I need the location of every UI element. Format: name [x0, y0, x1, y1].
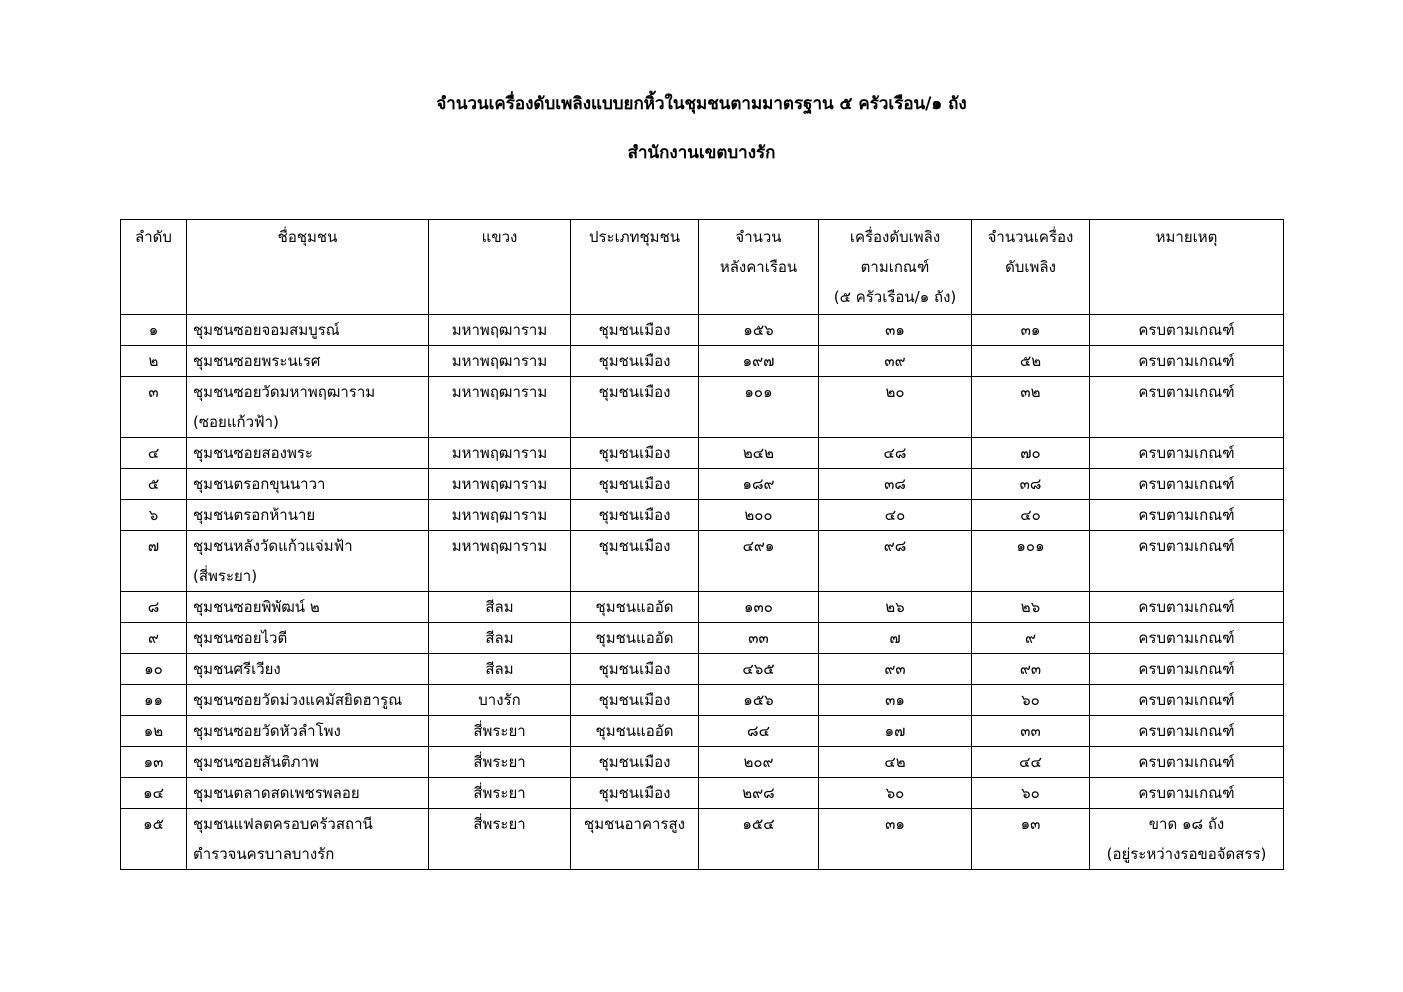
- cell-district: มหาพฤฒาราม: [429, 346, 571, 377]
- cell-no: ๔: [121, 438, 187, 469]
- cell-households: ๑๕๔: [699, 809, 819, 870]
- cell-extinguisher-count: ๙๓: [972, 654, 1090, 685]
- cell-extinguishers-criteria: ๓๙: [819, 346, 972, 377]
- cell-community-name: ชุมชนซอยพระนเรศ: [187, 346, 429, 377]
- cell-households: ๔๖๕: [699, 654, 819, 685]
- cell-households: ๘๔: [699, 716, 819, 747]
- cell-community-type: ชุมชนเมือง: [571, 469, 699, 500]
- header-remark: หมายเหตุ: [1090, 220, 1284, 315]
- table-row: [121, 315, 1284, 346]
- table-row: [121, 592, 1284, 623]
- cell-community-name: ชุมชนซอยวัดม่วงแคมัสยิดฮารูณ: [187, 685, 429, 716]
- header-community-type: ประเภทชุมชน: [571, 220, 699, 315]
- cell-community-type: ชุมชนแออัด: [571, 592, 699, 623]
- cell-households: ๑๓๐: [699, 592, 819, 623]
- cell-extinguishers-criteria: ๓๑: [819, 315, 972, 346]
- cell-remark: ครบตามเกณฑ์: [1090, 346, 1284, 377]
- cell-extinguisher-count: ๓๓: [972, 716, 1090, 747]
- cell-community-name: ชุมชนซอยพิพัฒน์ ๒: [187, 592, 429, 623]
- cell-households: ๑๙๗: [699, 346, 819, 377]
- cell-extinguisher-count: ๑๐๑: [972, 531, 1090, 592]
- cell-community-type: ชุมชนเมือง: [571, 778, 699, 809]
- table-row: [121, 778, 1284, 809]
- cell-households: ๒๙๘: [699, 778, 819, 809]
- header-extinguisher-count: จำนวนเครื่อง ดับเพลิง: [972, 220, 1090, 315]
- cell-district: มหาพฤฒาราม: [429, 315, 571, 346]
- cell-no: ๑๓: [121, 747, 187, 778]
- cell-households: ๒๔๒: [699, 438, 819, 469]
- cell-community-type: ชุมชนเมือง: [571, 346, 699, 377]
- header-district: แขวง: [429, 220, 571, 315]
- cell-remark: ครบตามเกณฑ์: [1090, 685, 1284, 716]
- cell-remark: ครบตามเกณฑ์: [1090, 438, 1284, 469]
- table-row: [121, 654, 1284, 685]
- cell-remark: ครบตามเกณฑ์: [1090, 623, 1284, 654]
- cell-extinguisher-count: ๙: [972, 623, 1090, 654]
- cell-households: ๔๙๑: [699, 531, 819, 592]
- cell-extinguisher-count: ๖๐: [972, 778, 1090, 809]
- cell-community-type: ชุมชนเมือง: [571, 531, 699, 592]
- cell-no: ๗: [121, 531, 187, 592]
- cell-community-name: ชุมชนซอยวัดมหาพฤฒาราม (ซอยแก้วฟ้า): [187, 377, 429, 438]
- cell-extinguishers-criteria: ๔๘: [819, 438, 972, 469]
- cell-no: ๕: [121, 469, 187, 500]
- cell-community-type: ชุมชนเมือง: [571, 500, 699, 531]
- cell-community-name: ชุมชนซอยวัดหัวลำโพง: [187, 716, 429, 747]
- cell-remark: ครบตามเกณฑ์: [1090, 716, 1284, 747]
- header-community-name: ชื่อชุมชน: [187, 220, 429, 315]
- table-row: [121, 809, 1284, 870]
- table-row: [121, 623, 1284, 654]
- cell-extinguisher-count: ๒๖: [972, 592, 1090, 623]
- cell-community-name: ชุมชนซอยจอมสมบูรณ์: [187, 315, 429, 346]
- cell-extinguishers-criteria: ๙๘: [819, 531, 972, 592]
- cell-extinguishers-criteria: ๓๑: [819, 809, 972, 870]
- table-header-row: [121, 220, 1284, 315]
- cell-community-name: ชุมชนซอยสันติภาพ: [187, 747, 429, 778]
- cell-extinguisher-count: ๓๑: [972, 315, 1090, 346]
- cell-extinguishers-criteria: ๔๒: [819, 747, 972, 778]
- cell-community-type: ชุมชนอาคารสูง: [571, 809, 699, 870]
- table-row: [121, 469, 1284, 500]
- cell-households: ๑๐๑: [699, 377, 819, 438]
- cell-district: สี่พระยา: [429, 809, 571, 870]
- cell-remark: ครบตามเกณฑ์: [1090, 377, 1284, 438]
- cell-extinguisher-count: ๓๒: [972, 377, 1090, 438]
- cell-households: ๑๘๙: [699, 469, 819, 500]
- cell-district: สีลม: [429, 592, 571, 623]
- table-row: [121, 747, 1284, 778]
- cell-district: สีลม: [429, 654, 571, 685]
- cell-remark: ครบตามเกณฑ์: [1090, 500, 1284, 531]
- cell-community-name: ชุมชนหลังวัดแก้วแจ่มฟ้า (สี่พระยา): [187, 531, 429, 592]
- cell-community-type: ชุมชนเมือง: [571, 377, 699, 438]
- cell-extinguisher-count: ๖๐: [972, 685, 1090, 716]
- fire-extinguisher-table: [120, 219, 1284, 870]
- cell-community-type: ชุมชนเมือง: [571, 315, 699, 346]
- cell-community-name: ชุมชนศรีเวียง: [187, 654, 429, 685]
- cell-extinguishers-criteria: ๓๘: [819, 469, 972, 500]
- cell-community-name: ชุมชนแฟลตครอบครัวสถานี ตำรวจนครบาลบางรัก: [187, 809, 429, 870]
- cell-extinguisher-count: ๕๒: [972, 346, 1090, 377]
- cell-district: มหาพฤฒาราม: [429, 531, 571, 592]
- cell-community-name: ชุมชนซอยไวตี: [187, 623, 429, 654]
- table-row: [121, 685, 1284, 716]
- table-body: [121, 315, 1284, 870]
- cell-no: ๒: [121, 346, 187, 377]
- cell-remark: ครบตามเกณฑ์: [1090, 747, 1284, 778]
- cell-community-type: ชุมชนเมือง: [571, 685, 699, 716]
- table-row: [121, 500, 1284, 531]
- cell-community-type: ชุมชนเมือง: [571, 438, 699, 469]
- cell-extinguisher-count: ๔๔: [972, 747, 1090, 778]
- cell-district: มหาพฤฒาราม: [429, 438, 571, 469]
- cell-extinguishers-criteria: ๑๗: [819, 716, 972, 747]
- cell-remark: ครบตามเกณฑ์: [1090, 469, 1284, 500]
- cell-community-name: ชุมชนซอยสองพระ: [187, 438, 429, 469]
- cell-district: บางรัก: [429, 685, 571, 716]
- cell-community-name: ชุมชนตลาดสดเพชรพลอย: [187, 778, 429, 809]
- cell-district: สีลม: [429, 623, 571, 654]
- cell-extinguishers-criteria: ๓๑: [819, 685, 972, 716]
- cell-remark: ครบตามเกณฑ์: [1090, 654, 1284, 685]
- cell-community-type: ชุมชนแออัด: [571, 623, 699, 654]
- cell-no: ๑๐: [121, 654, 187, 685]
- cell-district: มหาพฤฒาราม: [429, 500, 571, 531]
- cell-community-name: ชุมชนตรอกขุนนาวา: [187, 469, 429, 500]
- cell-no: ๓: [121, 377, 187, 438]
- document-subtitle: สำนักงานเขตบางรัก: [627, 143, 776, 163]
- cell-households: ๑๕๖: [699, 315, 819, 346]
- cell-district: มหาพฤฒาราม: [429, 469, 571, 500]
- cell-extinguisher-count: ๓๘: [972, 469, 1090, 500]
- cell-community-type: ชุมชนเมือง: [571, 747, 699, 778]
- cell-extinguishers-criteria: ๙๓: [819, 654, 972, 685]
- cell-extinguishers-criteria: ๔๐: [819, 500, 972, 531]
- cell-extinguisher-count: ๗๐: [972, 438, 1090, 469]
- cell-district: มหาพฤฒาราม: [429, 377, 571, 438]
- cell-district: สี่พระยา: [429, 716, 571, 747]
- cell-no: ๑: [121, 315, 187, 346]
- cell-remark: ครบตามเกณฑ์: [1090, 592, 1284, 623]
- cell-remark: ครบตามเกณฑ์: [1090, 531, 1284, 592]
- cell-remark: ขาด ๑๘ ถัง (อยู่ระหว่างรอขอจัดสรร): [1090, 809, 1284, 870]
- cell-no: ๘: [121, 592, 187, 623]
- cell-no: ๑๔: [121, 778, 187, 809]
- cell-households: ๓๓: [699, 623, 819, 654]
- cell-households: ๒๐๐: [699, 500, 819, 531]
- cell-extinguisher-count: ๑๓: [972, 809, 1090, 870]
- cell-no: ๑๕: [121, 809, 187, 870]
- cell-extinguishers-criteria: ๗: [819, 623, 972, 654]
- cell-extinguishers-criteria: ๒๐: [819, 377, 972, 438]
- cell-district: สี่พระยา: [429, 747, 571, 778]
- cell-extinguishers-criteria: ๖๐: [819, 778, 972, 809]
- cell-community-name: ชุมชนตรอกห้านาย: [187, 500, 429, 531]
- cell-no: ๑๑: [121, 685, 187, 716]
- table-row: [121, 438, 1284, 469]
- header-no: ลำดับ: [121, 220, 187, 315]
- cell-extinguishers-criteria: ๒๖: [819, 592, 972, 623]
- table-row: [121, 377, 1284, 438]
- cell-remark: ครบตามเกณฑ์: [1090, 315, 1284, 346]
- cell-remark: ครบตามเกณฑ์: [1090, 778, 1284, 809]
- cell-no: ๙: [121, 623, 187, 654]
- cell-extinguisher-count: ๔๐: [972, 500, 1090, 531]
- cell-no: ๑๒: [121, 716, 187, 747]
- header-households: จำนวน หลังคาเรือน: [699, 220, 819, 315]
- table-row: [121, 346, 1284, 377]
- cell-district: สี่พระยา: [429, 778, 571, 809]
- header-extinguishers-criteria: เครื่องดับเพลิง ตามเกณฑ์ (๕ ครัวเรือน/๑ ถัง): [819, 220, 972, 315]
- table-row: [121, 531, 1284, 592]
- cell-community-type: ชุมชนเมือง: [571, 654, 699, 685]
- document-title: จำนวนเครื่องดับเพลิงแบบยกหิ้วในชุมชนตามมาตรฐาน ๕ ครัวเรือน/๑ ถัง: [436, 94, 967, 114]
- cell-households: ๑๕๖: [699, 685, 819, 716]
- cell-community-type: ชุมชนแออัด: [571, 716, 699, 747]
- cell-households: ๒๐๙: [699, 747, 819, 778]
- cell-no: ๖: [121, 500, 187, 531]
- table-row: [121, 716, 1284, 747]
